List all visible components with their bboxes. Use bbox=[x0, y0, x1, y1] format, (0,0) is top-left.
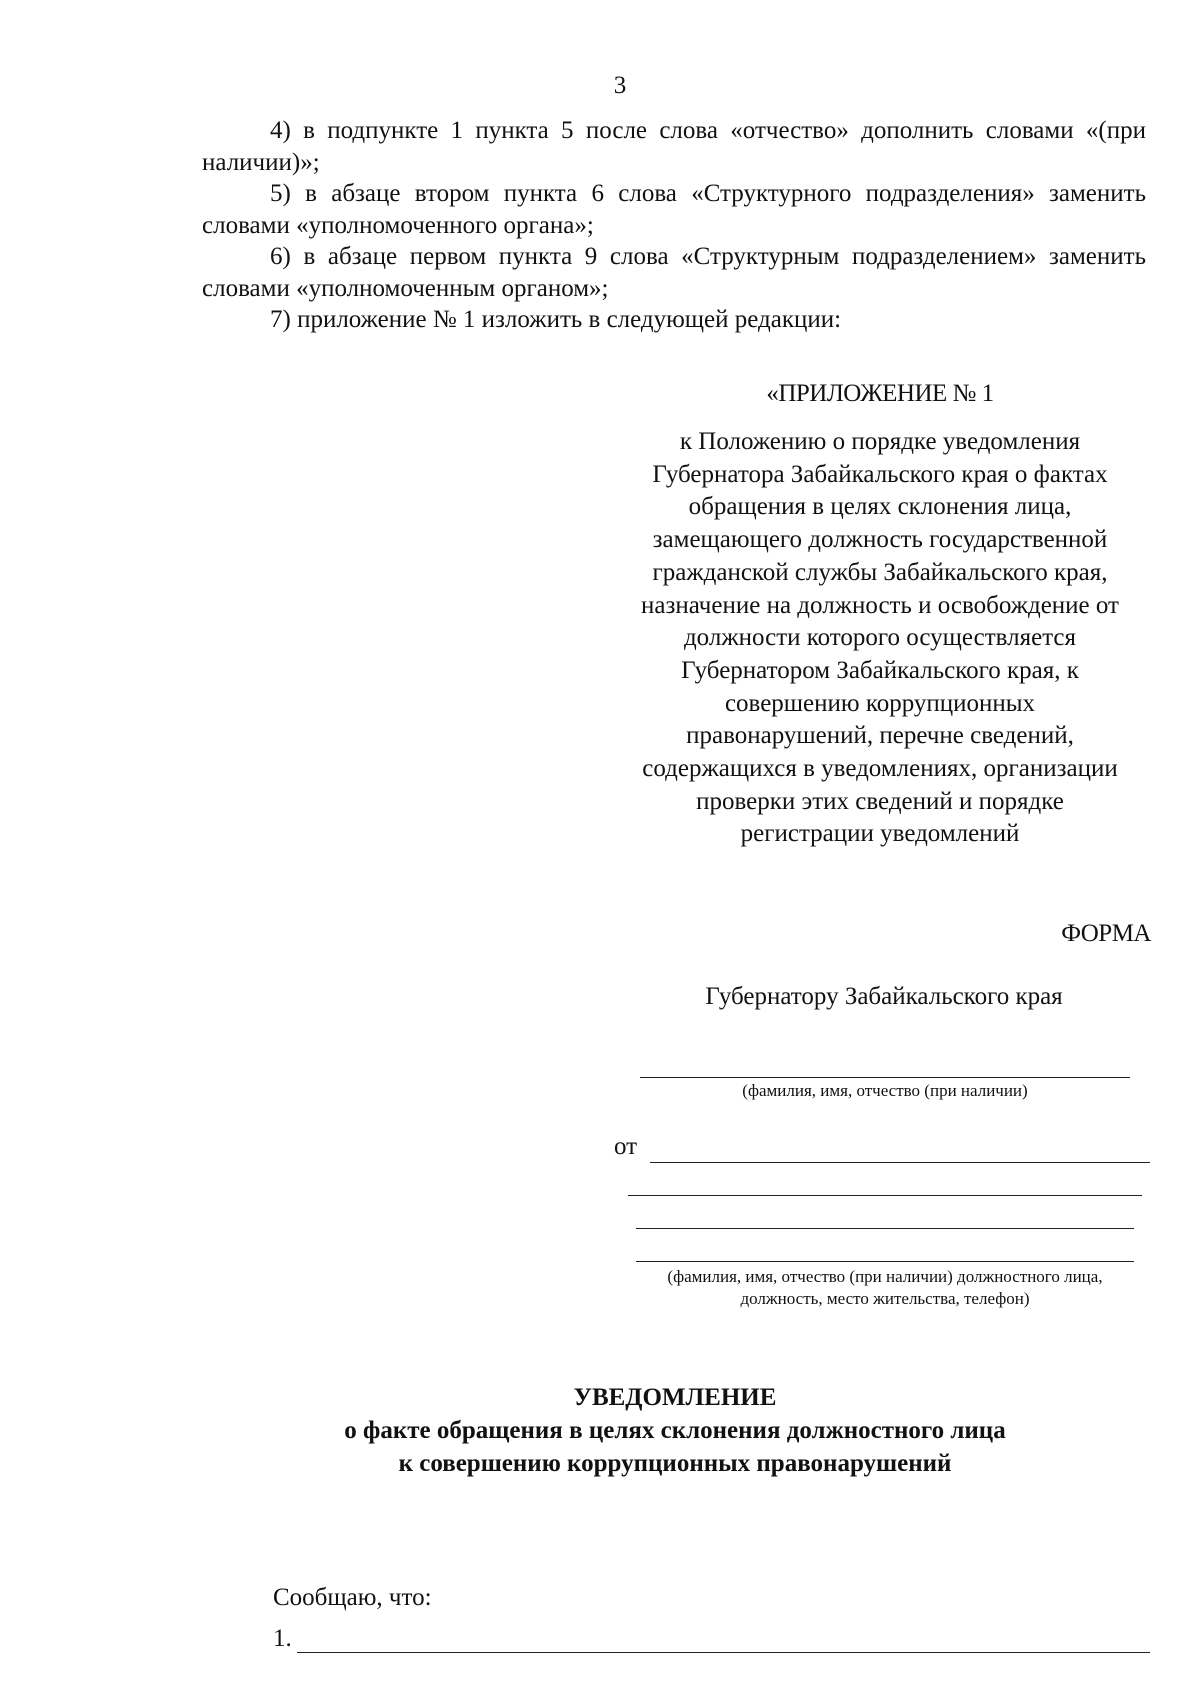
appendix-line: назначение на должность и освобождение от bbox=[640, 591, 1119, 619]
appendix-title: «ПРИЛОЖЕНИЕ № 1 bbox=[766, 380, 994, 407]
amendment-item: 7) приложение № 1 изложить в следующей редакции: bbox=[270, 306, 842, 333]
from-caption-line: (фамилия, имя, отчество (при наличии) должностного лица, bbox=[667, 1267, 1103, 1286]
page-number: 3 bbox=[613, 72, 627, 99]
notice-heading bbox=[0, 1381, 1200, 1480]
from-line bbox=[636, 1228, 1134, 1229]
report-label: Сообщаю, что: bbox=[273, 1584, 432, 1611]
amendment-item: 4) в подпункте 1 пункта 5 после слова «отчество» дополнить словами «(при наличии)»; bbox=[202, 117, 1146, 176]
appendix-line: к Положению о порядке уведомления bbox=[679, 428, 1081, 455]
appendix-line: замещающего должность государственной bbox=[652, 526, 1108, 554]
amendments-list bbox=[202, 115, 1146, 336]
from-label: от bbox=[614, 1133, 638, 1160]
from-caption bbox=[600, 1266, 1170, 1310]
addressee-name-line bbox=[640, 1077, 1130, 1078]
notice-subtitle: о факте обращения в целях склонения должностного лица bbox=[344, 1417, 1006, 1444]
from-line bbox=[636, 1261, 1134, 1262]
amendment-item: 5) в абзаце втором пункта 6 слова «Структурного подразделения» заменить словами «уполномоченного органа»; bbox=[202, 180, 1146, 239]
appendix-line: Губернатора Забайкальского края о фактах bbox=[652, 460, 1108, 488]
notice-title: УВЕДОМЛЕНИЕ bbox=[573, 1384, 777, 1411]
from-caption-line: должность, место жительства, телефон) bbox=[740, 1289, 1030, 1308]
appendix-line: обращения в целях склонения лица, bbox=[688, 493, 1072, 521]
item-number: 1. bbox=[273, 1625, 292, 1652]
appendix-line: проверки этих сведений и порядке bbox=[696, 787, 1064, 815]
appendix-line: гражданской службы Забайкальского края, bbox=[652, 558, 1108, 586]
appendix-line: регистрации уведомлений bbox=[740, 820, 1020, 848]
from-line bbox=[650, 1162, 1150, 1163]
item-fill-line bbox=[297, 1652, 1150, 1653]
amendment-item: 6) в абзаце первом пункта 9 слова «Структурным подразделением» заменить словами «уполномоченным органом»; bbox=[202, 243, 1146, 302]
addressee-caption: (фамилия, имя, отчество (при наличии) bbox=[742, 1081, 1028, 1100]
appendix-description bbox=[600, 426, 1160, 851]
appendix-line: совершению коррупционных bbox=[724, 689, 1036, 717]
appendix-line: правонарушений, перечне сведений, bbox=[686, 722, 1074, 750]
notice-subtitle: к совершению коррупционных правонарушений bbox=[398, 1450, 952, 1477]
appendix-line: должности которого осуществляется bbox=[683, 624, 1077, 652]
appendix-line: Губернатором Забайкальского края, к bbox=[681, 656, 1079, 684]
form-label: ФОРМА bbox=[1061, 920, 1151, 947]
from-line bbox=[628, 1195, 1142, 1196]
appendix-line: содержащихся в уведомлениях, организации bbox=[642, 755, 1118, 783]
addressee: Губернатору Забайкальского края bbox=[705, 983, 1063, 1010]
